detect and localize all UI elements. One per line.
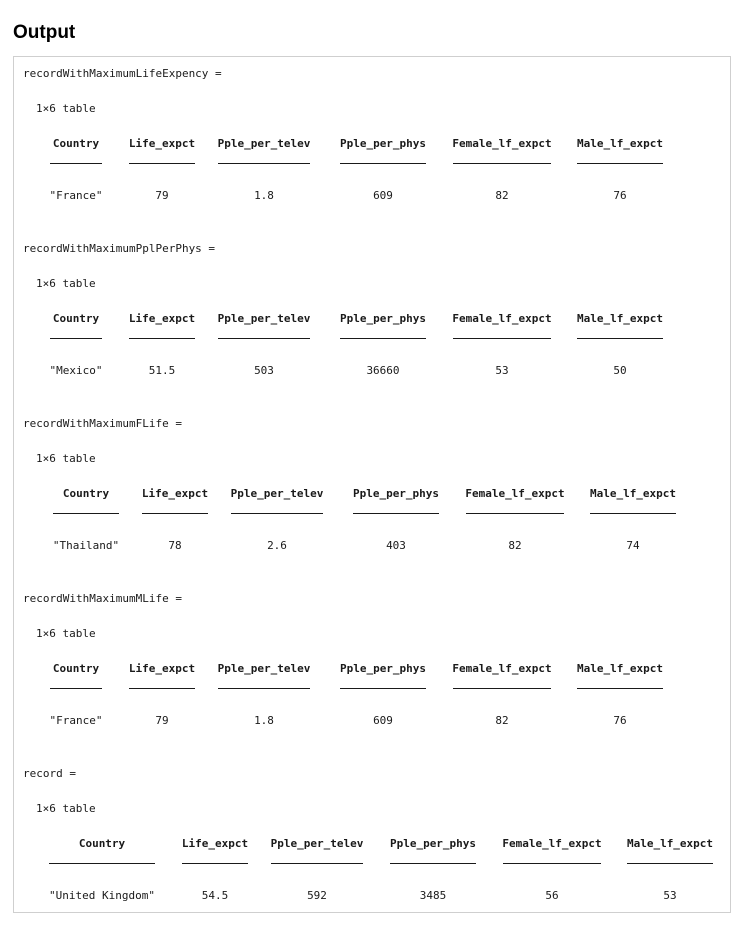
table-cell: "France": [49, 189, 103, 202]
header-underline: [340, 163, 426, 164]
column-header: Pple_per_telev: [217, 137, 311, 150]
table-cell: "Thailand": [52, 539, 120, 552]
column-header: Country: [52, 662, 100, 675]
table-cell: 79: [155, 714, 169, 727]
header-underline: [53, 513, 119, 514]
table-cell: 82: [508, 539, 522, 552]
table-cell: "France": [49, 714, 103, 727]
header-underline: [453, 163, 551, 164]
table-cell: 609: [373, 189, 393, 202]
header-underline: [590, 513, 676, 514]
column-header: Female_lf_expct: [452, 312, 552, 325]
column-header: Pple_per_phys: [339, 312, 427, 325]
header-underline: [503, 863, 601, 864]
column-header: Pple_per_phys: [352, 487, 440, 500]
table-cell: 76: [613, 189, 627, 202]
column-header: Life_expct: [141, 487, 209, 500]
column-header: Country: [62, 487, 110, 500]
table-cell: 79: [155, 189, 169, 202]
column-header: Pple_per_phys: [339, 137, 427, 150]
header-underline: [390, 863, 476, 864]
header-underline: [453, 688, 551, 689]
variable-name: recordWithMaximumFLife =: [23, 417, 182, 430]
table-size-label: 1×6 table: [36, 802, 96, 815]
table-cell: "United Kingdom": [49, 889, 155, 902]
column-header: Country: [52, 312, 100, 325]
table-cell: 54.5: [201, 889, 229, 902]
column-header: Country: [52, 137, 100, 150]
header-underline: [577, 688, 663, 689]
output-panel: [13, 56, 731, 913]
column-header: Pple_per_phys: [389, 837, 477, 850]
column-header: Life_expct: [128, 137, 196, 150]
table-cell: 51.5: [148, 364, 176, 377]
header-underline: [577, 338, 663, 339]
header-underline: [353, 513, 439, 514]
header-underline: [218, 688, 310, 689]
table-cell: 53: [495, 364, 509, 377]
table-cell: 609: [373, 714, 393, 727]
column-header: Male_lf_expct: [576, 312, 664, 325]
table-cell: 1.8: [254, 714, 274, 727]
header-underline: [129, 688, 195, 689]
header-underline: [453, 338, 551, 339]
table-cell: 56: [545, 889, 559, 902]
column-header: Life_expct: [181, 837, 249, 850]
header-underline: [142, 513, 208, 514]
table-size-label: 1×6 table: [36, 452, 96, 465]
output-heading: Output: [13, 22, 76, 43]
table-cell: 76: [613, 714, 627, 727]
header-underline: [218, 338, 310, 339]
table-size-label: 1×6 table: [36, 627, 96, 640]
column-header: Pple_per_telev: [270, 837, 364, 850]
variable-name: recordWithMaximumPplPerPhys =: [23, 242, 216, 255]
table-cell: 403: [386, 539, 406, 552]
header-underline: [129, 338, 195, 339]
variable-name: recordWithMaximumLifeExpency =: [23, 67, 222, 80]
header-underline: [340, 338, 426, 339]
column-header: Male_lf_expct: [576, 137, 664, 150]
column-header: Country: [78, 837, 126, 850]
table-cell: 3485: [419, 889, 447, 902]
column-header: Pple_per_phys: [339, 662, 427, 675]
column-header: Life_expct: [128, 662, 196, 675]
column-header: Male_lf_expct: [589, 487, 677, 500]
header-underline: [50, 688, 102, 689]
table-cell: 53: [663, 889, 677, 902]
table-cell: 74: [626, 539, 640, 552]
table-cell: 592: [307, 889, 327, 902]
column-header: Female_lf_expct: [502, 837, 602, 850]
column-header: Pple_per_telev: [217, 662, 311, 675]
header-underline: [627, 863, 713, 864]
header-underline: [466, 513, 564, 514]
header-underline: [577, 163, 663, 164]
header-underline: [340, 688, 426, 689]
header-underline: [50, 163, 102, 164]
table-cell: 82: [495, 189, 509, 202]
table-size-label: 1×6 table: [36, 102, 96, 115]
header-underline: [231, 513, 323, 514]
table-cell: 2.6: [267, 539, 287, 552]
header-underline: [49, 863, 155, 864]
header-underline: [129, 163, 195, 164]
table-size-label: 1×6 table: [36, 277, 96, 290]
column-header: Female_lf_expct: [452, 137, 552, 150]
table-cell: 36660: [366, 364, 400, 377]
table-cell: 78: [168, 539, 182, 552]
table-cell: "Mexico": [49, 364, 103, 377]
table-cell: 1.8: [254, 189, 274, 202]
header-underline: [182, 863, 248, 864]
column-header: Male_lf_expct: [576, 662, 664, 675]
table-cell: 503: [254, 364, 274, 377]
column-header: Male_lf_expct: [626, 837, 714, 850]
header-underline: [271, 863, 363, 864]
column-header: Female_lf_expct: [452, 662, 552, 675]
column-header: Female_lf_expct: [465, 487, 565, 500]
column-header: Pple_per_telev: [230, 487, 324, 500]
variable-name: recordWithMaximumMLife =: [23, 592, 182, 605]
table-cell: 50: [613, 364, 627, 377]
table-cell: 82: [495, 714, 509, 727]
header-underline: [50, 338, 102, 339]
column-header: Pple_per_telev: [217, 312, 311, 325]
header-underline: [218, 163, 310, 164]
variable-name: record =: [23, 767, 76, 780]
column-header: Life_expct: [128, 312, 196, 325]
